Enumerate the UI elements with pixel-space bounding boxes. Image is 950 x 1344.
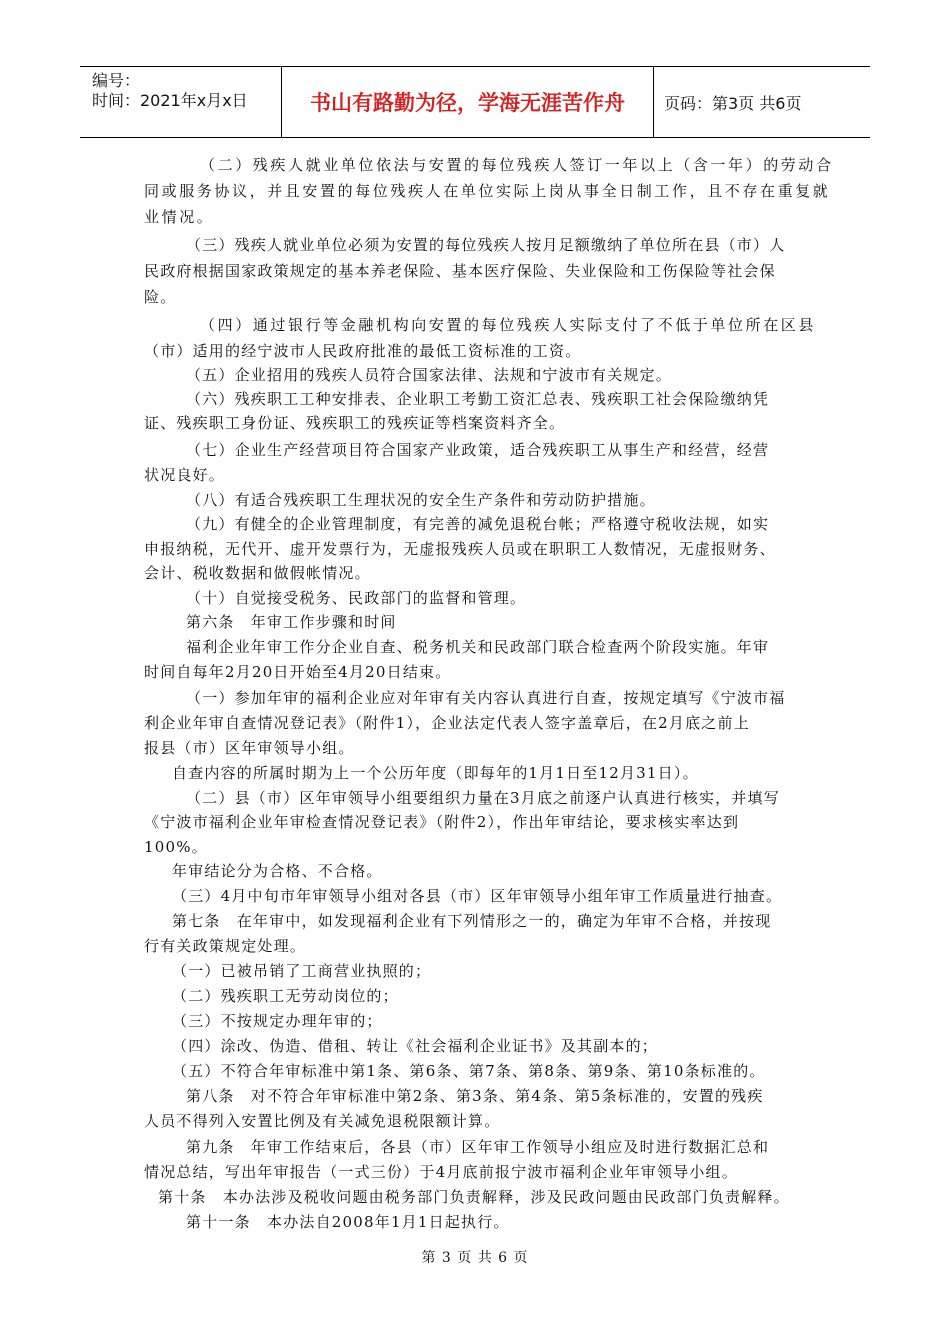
text-line: （四）通过银行等金融机构向安置的每位残疾人实际支付了不低于单位所在区县 (200, 316, 817, 334)
section-heading: 第九条 年审工作结束后，各县（市）区年审工作领导小组应及时进行数据汇总和 (186, 1138, 770, 1156)
text-line: （五）企业招用的残疾人员符合国家法律、法规和宁波市有关规定。 (186, 366, 673, 384)
text-line: （十）自觉接受税务、民政部门的监督和管理。 (186, 589, 527, 607)
text-line: 报县（市）区年审领导小组。 (144, 739, 355, 757)
header-meta (80, 67, 282, 137)
section-heading: 第十一条 本办法自2008年1月1日起执行。 (186, 1213, 510, 1231)
text-line: 利企业年审自查情况登记表》（附件1），企业法定代表人签字盖章后，在2月底之前上 (144, 714, 750, 732)
text-line: （一）已被吊销了工商营业执照的； (172, 962, 432, 980)
text-line: （五）不符合年审标准中第1条、第6条、第7条、第8条、第9条、第10条标准的。 (172, 1062, 766, 1080)
document-date-label: 时间：2021年x月x日 (92, 91, 248, 110)
text-line: 行有关政策规定处理。 (144, 937, 307, 955)
text-line: 险。 (144, 288, 177, 306)
text-line: 时间自每年2月20日开始至4月20日结束。 (144, 663, 452, 681)
text-line: 福利企业年审工作分企业自查、税务机关和民政部门联合检查两个阶段实施。年审 (186, 638, 770, 656)
text-line: 100%。 (144, 838, 208, 856)
text-line: 同或服务协议，并且安置的每位残疾人在单位实际上岗从事全日制工作，且不存在重复就 (144, 182, 831, 200)
text-line: （二）县（市）区年审领导小组要组织力量在3月底之前逐户认真进行核实，并填写 (186, 789, 780, 807)
text-line: 业情况。 (144, 208, 215, 226)
text-line: （六）残疾职工工种安排表、企业职工考勤工资汇总表、残疾职工社会保险缴纳凭 (186, 390, 770, 408)
text-line: （九）有健全的企业管理制度，有完善的减免退税台帐；严格遵守税收法规，如实 (186, 515, 770, 533)
header-page-number: 页码：第3页 共6页 (664, 93, 802, 113)
section-heading: 第七条 在年审中，如发现福利企业有下列情形之一的，确定为年审不合格，并按现 (172, 912, 772, 930)
text-line: 《宁波市福利企业年审检查情况登记表》（附件2），作出年审结论，要求核实率达到 (144, 813, 740, 831)
text-line: 民政府根据国家政策规定的基本养老保险、基本医疗保险、失业保险和工伤保险等社会保 (144, 262, 776, 280)
page-footer: 第 3 页 共 6 页 (421, 1250, 529, 1266)
text-line: （三）残疾人就业单位必须为安置的每位残疾人按月足额缴纳了单位所在县（市）人 (186, 236, 786, 254)
text-line: （三）4月中旬市年审领导小组对各县（市）区年审领导小组年审工作质量进行抽查。 (172, 887, 783, 905)
text-line: 状况良好。 (144, 466, 226, 484)
text-line: 年审结论分为合格、不合格。 (172, 862, 383, 880)
text-line: 申报纳税，无代开、虚开发票行为，无虚报残疾人员或在职职工人数情况，无虚报财务、 (144, 540, 776, 558)
text-line: 证、残疾职工身份证、残疾职工的残疾证等档案资料齐全。 (144, 414, 566, 432)
text-line: （七）企业生产经营项目符合国家产业政策，适合残疾职工从事生产和经营，经营 (186, 441, 770, 459)
section-heading: 第六条 年审工作步骤和时间 (186, 613, 397, 631)
text-line: 人员不得列入安置比例及有关减免退税限额计算。 (144, 1112, 501, 1130)
text-line: 自查内容的所属时期为上一个公历年度（即每年的1月1日至12月31日）。 (172, 764, 699, 782)
document-number-label: 编号： (92, 71, 141, 90)
text-line: 会计、税收数据和做假帐情况。 (144, 564, 371, 582)
text-line: （市）适用的经宁波市人民政府批准的最低工资标准的工资。 (144, 342, 582, 360)
text-line: （二）残疾人就业单位依法与安置的每位残疾人签订一年以上（含一年）的劳动合 (200, 156, 834, 174)
text-line: （三）不按规定办理年审的； (172, 1012, 383, 1030)
section-heading: 第八条 对不符合年审标准中第2条、第3条、第4条、第5条标准的，安置的残疾 (186, 1087, 764, 1105)
text-line: （四）涂改、伪造、借租、转让《社会福利企业证书》及其副本的； (172, 1037, 659, 1055)
text-line: （二）残疾职工无劳动岗位的； (172, 987, 399, 1005)
text-line: （一）参加年审的福利企业应对年审有关内容认真进行自查，按规定填写《宁波市福 (186, 689, 786, 707)
text-line: （八）有适合残疾职工生理状况的安全生产条件和劳动防护措施。 (186, 491, 656, 509)
header-motto: 书山有路勤为径，学海无涯苦作舟 (282, 67, 654, 137)
text-line: 情况总结，写出年审报告（一式三份）于4月底前报宁波市福利企业年审领导小组。 (144, 1163, 738, 1181)
page-header (80, 66, 870, 138)
section-heading: 第十条 本办法涉及税收问题由税务部门负责解释，涉及民政问题由民政部门负责解释。 (158, 1188, 790, 1206)
